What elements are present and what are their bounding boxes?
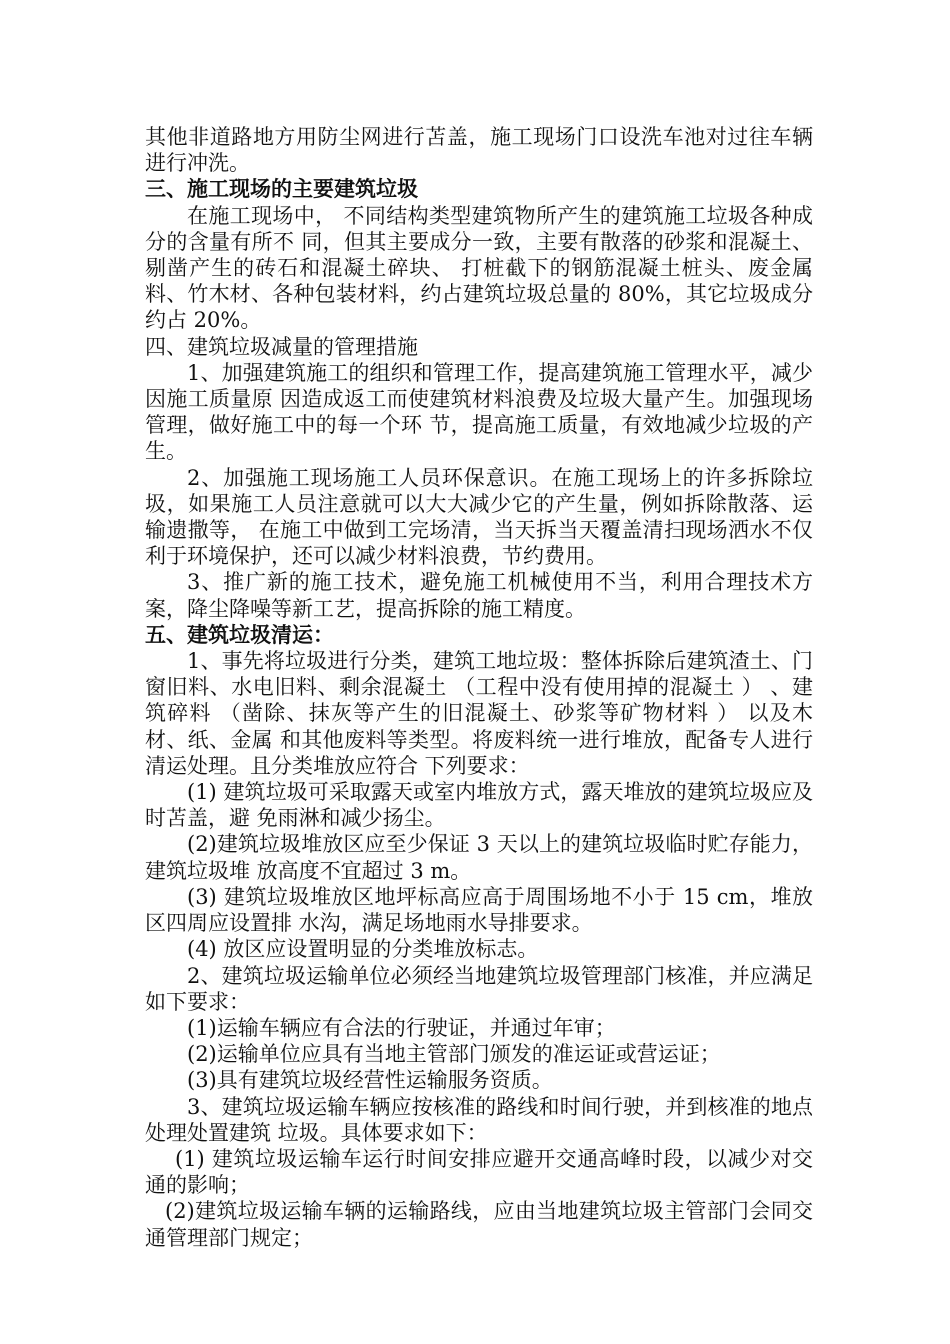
- list-item-storage-1: (1) 建筑垃圾可采取露天或室内堆放方式，露天堆放的建筑垃圾应及时苫盖，避 免雨淋和减少扬尘。: [145, 780, 813, 831]
- document-body: [145, 124, 813, 1251]
- section-heading-3: 三、施工现场的主要建筑垃圾: [145, 176, 418, 202]
- paragraph-waste-composition: 在施工现场中， 不同结构类型建筑物所产生的建筑施工垃圾各种成分的含量有所不 同，但其主要成分一致，主要有散落的砂浆和混凝土、剔凿产生的砖石和混凝土碎块、 打桩截下的钢筋混凝土桩头、废金属料、竹木材、各种包装材料，约占建筑垃圾总量的 80%，其它垃圾成分约占 20%。: [145, 203, 813, 333]
- paragraph-measure-1: 1、加强建筑施工的组织和管理工作，提高建筑施工管理水平，减少因施工质量原 因造成返工而使建筑材料浪费及垃圾大量产生。加强现场管理，做好施工中的每一个环 节，提高施工质量，有效地减少垃圾的产生。: [145, 360, 813, 464]
- section-heading-5: 五、建筑垃圾清运：: [145, 621, 334, 647]
- list-item-transport-2: (2)运输单位应具有当地主管部门颁发的准运证或营运证；: [187, 1042, 721, 1067]
- paragraph-measure-2: 2、加强施工现场施工人员环保意识。在施工现场上的许多拆除垃圾，如果施工人员注意就可以大大减少它的产生量，例如拆除散落、运输遗撒等， 在施工中做到工完场清，当天拆当天覆盖清扫现场洒水不仅利于环境保护，还可以减少材料浪费，节约费用。: [145, 465, 813, 569]
- paragraph-clearance-3: 3、建筑垃圾运输车辆应按核准的路线和时间行驶，并到核准的地点处理处置建筑 垃圾。具体要求如下：: [145, 1094, 813, 1145]
- list-item-transport-1: (1)运输车辆应有合法的行驶证，并通过年审；: [187, 1015, 616, 1040]
- paragraph-clearance-1: 1、事先将垃圾进行分类，建筑工地垃圾：整体拆除后建筑渣土、门窗旧料、水电旧料、剩余混凝土 （工程中没有使用掉的混凝土 ） 、建筑碎料 （凿除、抹灰等产生的旧混凝土、砂浆等矿物材料 ） 以及木材、纸、金属 和其他废料等类型。将废料统一进行堆放，配备专人进行清运处理。且分类堆放应符合 下列要求：: [145, 649, 813, 778]
- list-item-route-1: (1) 建筑垃圾运输车运行时间安排应避开交通高峰时段，以减少对交通的影响；: [145, 1146, 813, 1198]
- list-item-storage-2: (2)建筑垃圾堆放区应至少保证 3 天以上的建筑垃圾临时贮存能力，建筑垃圾堆 放高度不宜超过 3 m。: [145, 832, 813, 883]
- list-item-route-2: (2)建筑垃圾运输车辆的运输路线，应由当地建筑垃圾主管部门会同交通管理部门规定；: [145, 1199, 813, 1250]
- list-item-storage-4: (4) 放区应设置明显的分类堆放标志。: [187, 937, 539, 962]
- section-heading-4: 四、建筑垃圾减量的管理措施: [145, 334, 418, 359]
- paragraph-dust-net: 其他非道路地方用防尘网进行苫盖，施工现场门口设洗车池对过往车辆进行冲洗。: [145, 125, 813, 176]
- paragraph-measure-3: 3、推广新的施工技术，避免施工机械使用不当，利用合理技术方案，降尘降噪等新工艺，提高拆除的施工精度。: [145, 570, 813, 621]
- paragraph-clearance-2: 2、建筑垃圾运输单位必须经当地建筑垃圾管理部门核准，并应满足如下要求：: [145, 963, 813, 1014]
- list-item-transport-3: (3)具有建筑垃圾经营性运输服务资质。: [187, 1068, 553, 1093]
- list-item-storage-3: (3) 建筑垃圾堆放区地坪标高应高于周围场地不小于 15 cm，堆放区四周应设置排 水沟，满足场地雨水导排要求。: [145, 884, 813, 936]
